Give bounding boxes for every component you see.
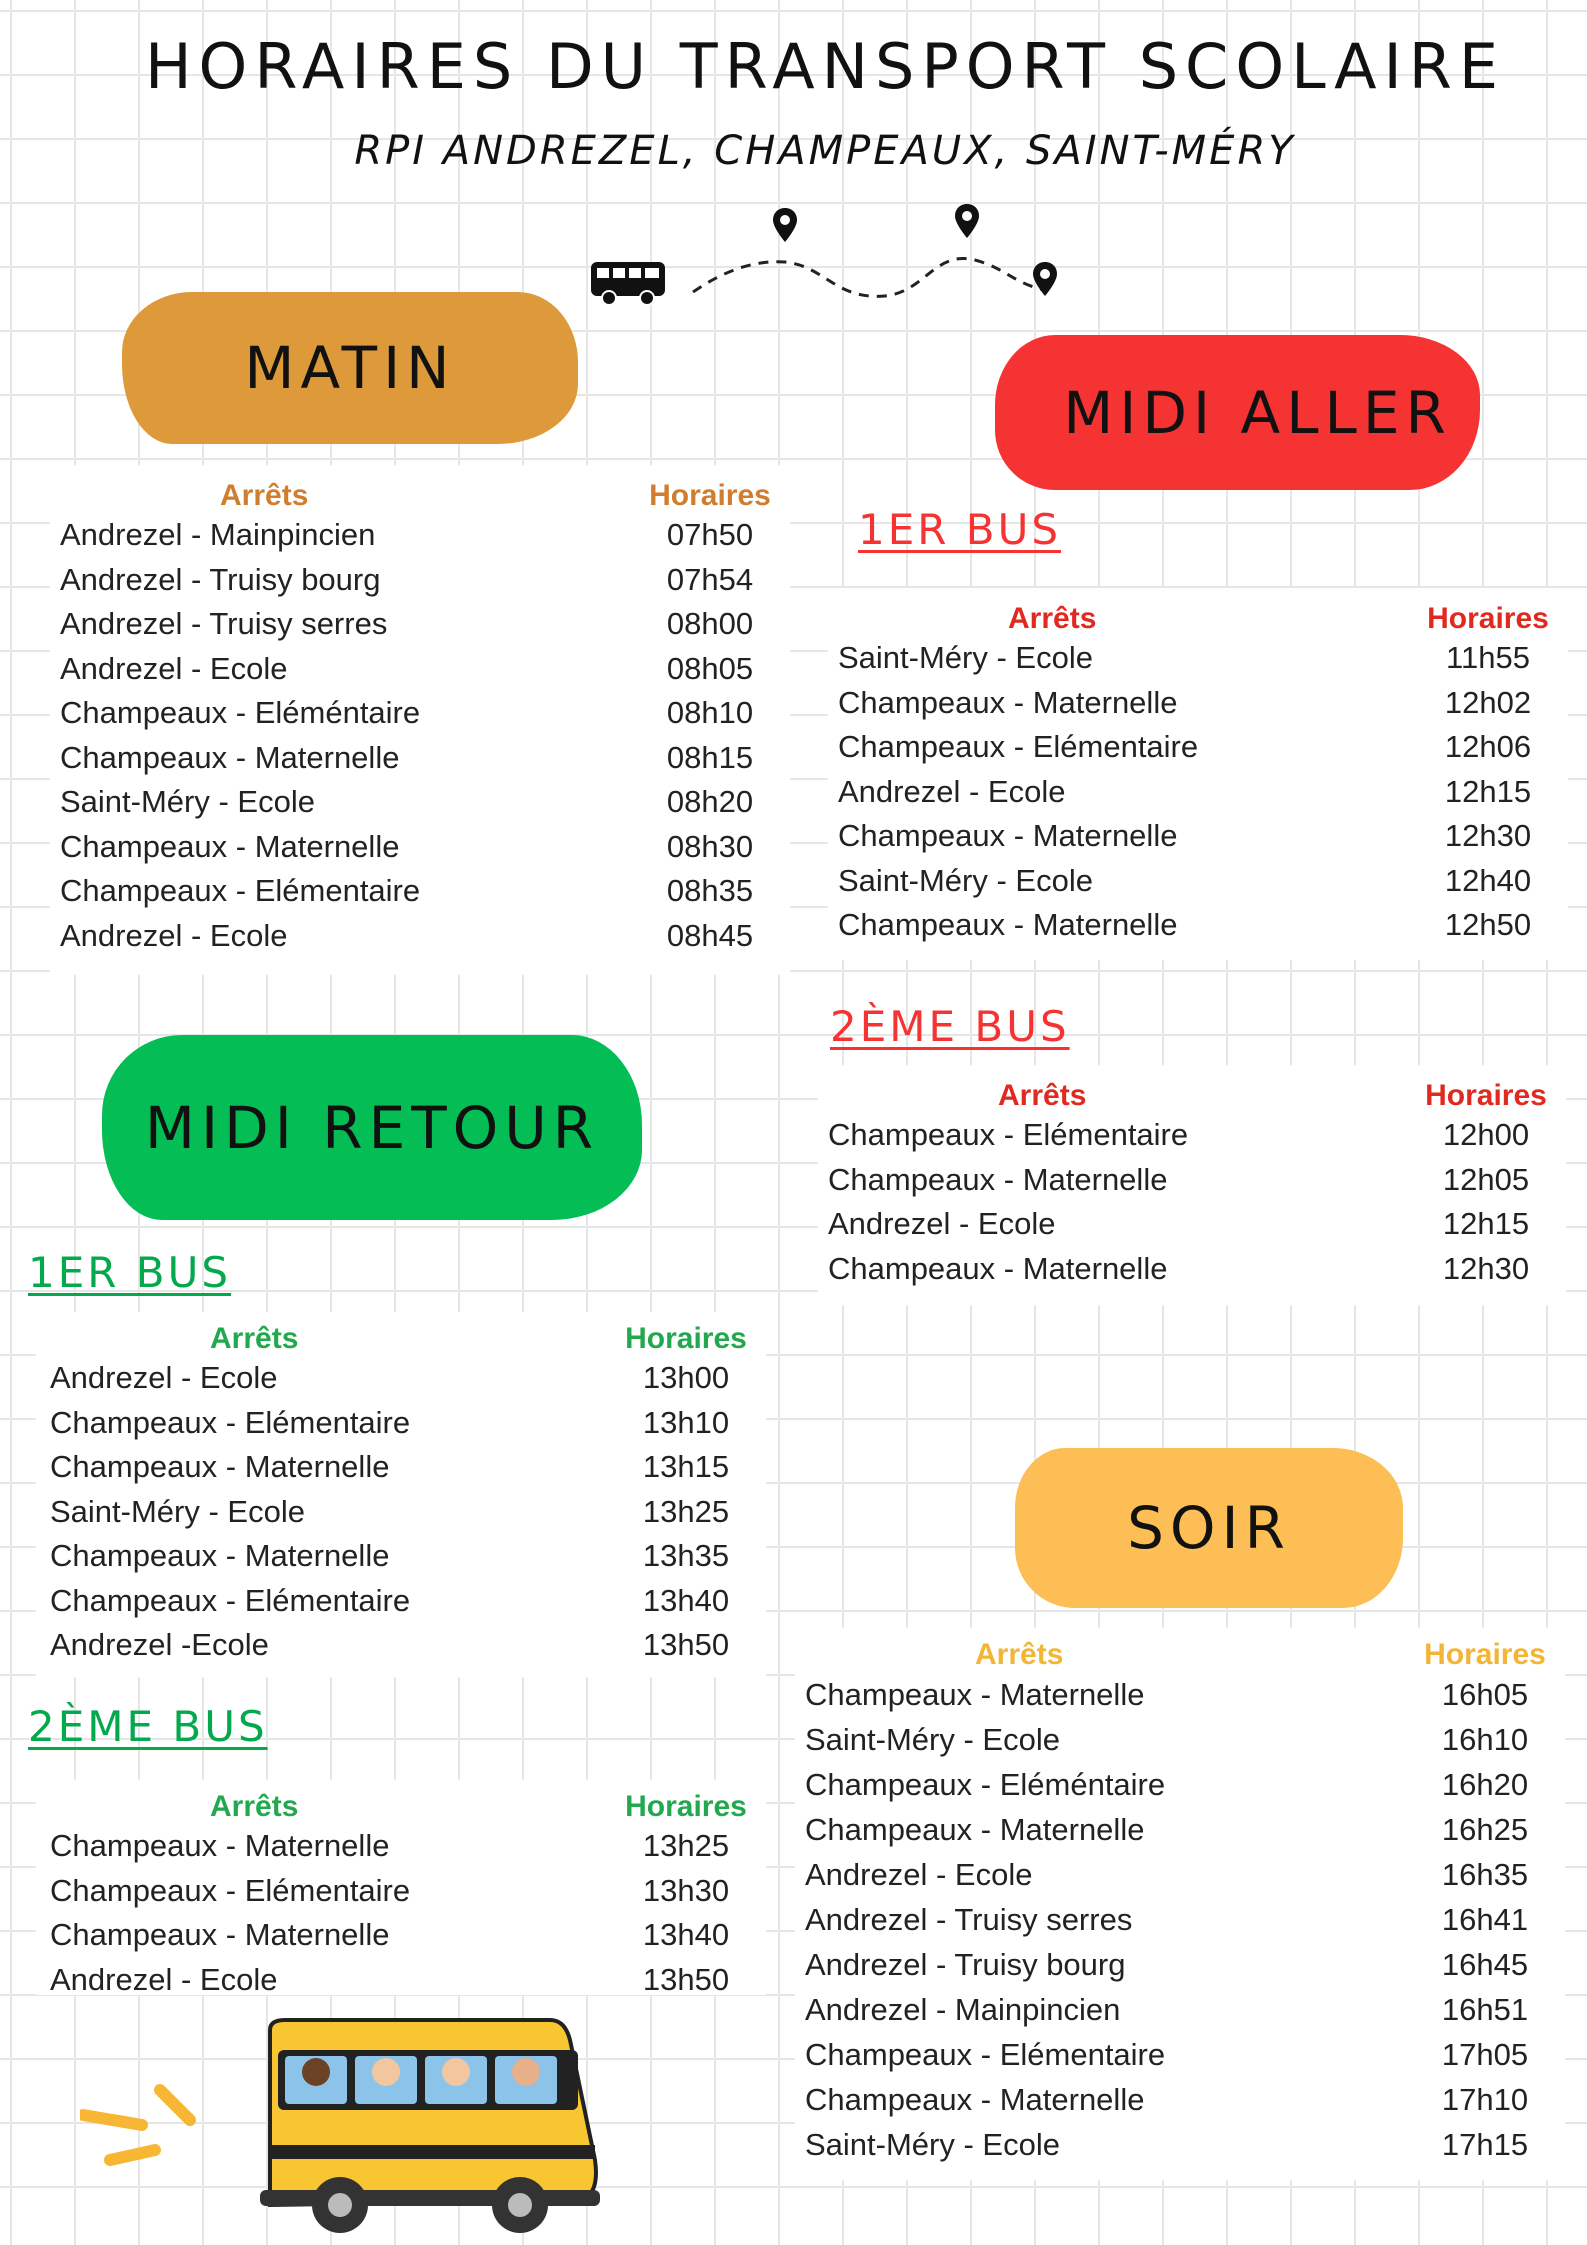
stop-time: 13h35: [642, 1538, 730, 1574]
table-row: [805, 1672, 1555, 1717]
midi-aller-bus2-label: 2ÈME BUS: [830, 1002, 1070, 1051]
stop-name: Andrezel - Ecole: [805, 1856, 1033, 1892]
stop-name: Champeaux - Elémentaire: [50, 1404, 411, 1440]
stop-time: 17h10: [1441, 2081, 1529, 2117]
column-header-stops: Arrêts: [1008, 602, 1097, 635]
stop-name: Andrezel - Ecole: [60, 650, 288, 686]
column-header-times: Horaires: [649, 479, 771, 512]
stop-name: Andrezel - Truisy bourg: [60, 561, 381, 597]
stop-name: Andrezel - Ecole: [50, 1360, 278, 1396]
page-subtitle: RPI ANDREZEL, CHAMPEAUX, SAINT-MÉRY: [354, 128, 1296, 174]
stop-name: Saint-Méry - Ecole: [838, 640, 1093, 676]
stop-time: 08h10: [666, 695, 754, 731]
soir-badge: [1015, 1448, 1403, 1608]
midi-retour-bus1-table: [36, 1312, 766, 1677]
table-row: [60, 914, 780, 959]
stop-name: Saint-Méry - Ecole: [50, 1493, 305, 1529]
table-row: [50, 1445, 756, 1490]
stop-name: Champeaux - Maternelle: [50, 1828, 390, 1864]
school-bus-illustration: [80, 2010, 640, 2240]
stop-time: 08h45: [666, 917, 754, 953]
stop-name: Andrezel - Ecole: [838, 773, 1066, 809]
stop-time: 12h02: [1444, 684, 1532, 720]
stop-time: 13h00: [642, 1360, 730, 1396]
stop-time: 16h20: [1441, 1766, 1529, 1802]
stop-time: 13h10: [642, 1404, 730, 1440]
midi-aller-label: MIDI ALLER: [1063, 378, 1452, 447]
stop-name: Champeaux - Maternelle: [60, 739, 400, 775]
table-row: [60, 513, 780, 558]
table-row: [60, 647, 780, 692]
stop-name: Andrezel - Truisy bourg: [805, 1946, 1126, 1982]
table-row: [838, 859, 1558, 904]
table-row: [828, 1202, 1556, 1247]
midi-retour-label: MIDI RETOUR: [144, 1093, 600, 1162]
stop-name: Champeaux - Elémentaire: [838, 729, 1199, 765]
soir-label: SOIR: [1127, 1494, 1291, 1562]
stop-time: 08h15: [666, 739, 754, 775]
column-header-stops: Arrêts: [220, 479, 309, 512]
table-row: [838, 636, 1558, 681]
stop-name: Champeaux - Maternelle: [805, 1676, 1145, 1712]
stop-name: Champeaux - Elémentaire: [805, 2036, 1166, 2072]
table-row: [828, 1158, 1556, 1203]
table-row: [50, 1623, 756, 1668]
column-header-stops: Arrêts: [210, 1322, 299, 1355]
table-row: [50, 1958, 756, 2003]
stop-time: 13h40: [642, 1917, 730, 1953]
stop-time: 08h00: [666, 606, 754, 642]
stop-name: Champeaux - Maternelle: [805, 1811, 1145, 1847]
table-row: [805, 1897, 1555, 1942]
stop-name: Champeaux - Maternelle: [838, 684, 1178, 720]
table-row: [805, 1942, 1555, 1987]
column-header-times: Horaires: [625, 1322, 747, 1355]
stop-time: 08h05: [666, 650, 754, 686]
column-header-times: Horaires: [1427, 602, 1549, 635]
stop-name: Andrezel - Truisy serres: [805, 1901, 1133, 1937]
map-pin-icon: [955, 204, 979, 238]
stop-name: Champeaux - Maternelle: [838, 907, 1178, 943]
stop-time: 12h30: [1444, 818, 1532, 854]
table-row: [50, 1869, 756, 1914]
table-row: [838, 681, 1558, 726]
bus-route-icon: [585, 200, 1075, 310]
table-row: [60, 736, 780, 781]
stop-name: Andrezel - Mainpincien: [805, 1991, 1121, 2027]
table-row: [50, 1356, 756, 1401]
map-pin-icon: [773, 208, 797, 242]
table-row: [50, 1824, 756, 1869]
stop-time: 12h40: [1444, 862, 1532, 898]
stop-name: Saint-Méry - Ecole: [805, 1721, 1060, 1757]
column-header-stops: Arrêts: [210, 1790, 299, 1823]
table-row: [838, 770, 1558, 815]
table-row: [60, 558, 780, 603]
stop-time: 16h35: [1441, 1856, 1529, 1892]
table-row: [50, 1534, 756, 1579]
midi-retour-badge: [102, 1035, 642, 1220]
table-row: [838, 725, 1558, 770]
table-row: [805, 1807, 1555, 1852]
table-row: [828, 1247, 1556, 1292]
stop-name: Champeaux - Elémentaire: [50, 1872, 411, 1908]
matin-table: [50, 465, 790, 975]
stop-name: Champeaux - Maternelle: [828, 1161, 1168, 1197]
stop-time: 12h15: [1444, 773, 1532, 809]
stop-name: Champeaux - Elémentaire: [828, 1117, 1189, 1153]
soir-table: [795, 1628, 1565, 2180]
small-bus-icon: [591, 262, 665, 305]
column-header-stops: Arrêts: [975, 1638, 1064, 1671]
stop-name: Champeaux - Maternelle: [805, 2081, 1145, 2117]
stop-name: Andrezel - Mainpincien: [60, 517, 376, 553]
table-row: [805, 2077, 1555, 2122]
table-row: [805, 1717, 1555, 1762]
stop-time: 08h35: [666, 873, 754, 909]
stop-name: Champeaux - Maternelle: [828, 1250, 1168, 1286]
midi-aller-bus1-label: 1ER BUS: [858, 505, 1062, 554]
stop-name: Champeaux - Maternelle: [50, 1538, 390, 1574]
stop-name: Champeaux - Maternelle: [838, 818, 1178, 854]
stop-time: 08h20: [666, 784, 754, 820]
table-row: [50, 1490, 756, 1535]
table-row: [60, 602, 780, 647]
stop-name: Andrezel - Ecole: [828, 1206, 1056, 1242]
stop-time: 16h51: [1441, 1991, 1529, 2027]
stop-name: Champeaux - Eléméntaire: [805, 1766, 1166, 1802]
stop-time: 16h05: [1441, 1676, 1529, 1712]
midi-aller-badge: [995, 335, 1480, 490]
stop-time: 07h50: [666, 517, 754, 553]
stop-time: 11h55: [1446, 640, 1530, 676]
stop-time: 13h15: [642, 1449, 730, 1485]
stop-name: Champeaux - Maternelle: [60, 828, 400, 864]
stop-time: 12h50: [1444, 907, 1532, 943]
stop-time: 13h40: [642, 1582, 730, 1618]
stop-name: Andrezel -Ecole: [50, 1627, 269, 1663]
stop-name: Andrezel - Ecole: [50, 1961, 278, 1997]
column-header-times: Horaires: [1424, 1638, 1546, 1671]
stop-time: 13h50: [642, 1961, 730, 1997]
stop-time: 16h25: [1441, 1811, 1529, 1847]
stop-time: 12h15: [1442, 1206, 1530, 1242]
table-row: [60, 780, 780, 825]
table-row: [60, 691, 780, 736]
table-row: [60, 869, 780, 914]
column-header-stops: Arrêts: [998, 1079, 1087, 1112]
page-title: HORAIRES DU TRANSPORT SCOLAIRE: [144, 30, 1506, 103]
stop-time: 17h15: [1441, 2126, 1529, 2162]
stop-name: Champeaux - Maternelle: [50, 1917, 390, 1953]
table-row: [805, 2032, 1555, 2077]
stop-time: 13h50: [642, 1627, 730, 1663]
table-row: [838, 903, 1558, 948]
table-row: [60, 825, 780, 870]
stop-name: Saint-Méry - Ecole: [60, 784, 315, 820]
table-row: [838, 814, 1558, 859]
midi-aller-bus2-table: [818, 1065, 1566, 1305]
stop-time: 16h10: [1441, 1721, 1529, 1757]
table-row: [50, 1579, 756, 1624]
stop-time: 12h05: [1442, 1161, 1530, 1197]
table-row: [828, 1113, 1556, 1158]
stop-time: 13h30: [642, 1872, 730, 1908]
midi-retour-bus1-label: 1ER BUS: [28, 1248, 232, 1297]
stop-name: Champeaux - Maternelle: [50, 1449, 390, 1485]
stop-time: 12h00: [1442, 1117, 1530, 1153]
table-row: [50, 1401, 756, 1446]
table-row: [805, 2122, 1555, 2167]
table-row: [50, 1913, 756, 1958]
stop-time: 16h45: [1441, 1946, 1529, 1982]
stop-name: Champeaux - Eléméntaire: [60, 695, 421, 731]
stop-time: 17h05: [1441, 2036, 1529, 2072]
stop-time: 12h30: [1442, 1250, 1530, 1286]
stop-name: Champeaux - Elémentaire: [50, 1582, 411, 1618]
map-pin-icon: [1033, 262, 1057, 296]
table-row: [805, 1987, 1555, 2032]
column-header-times: Horaires: [625, 1790, 747, 1823]
stop-name: Saint-Méry - Ecole: [805, 2126, 1060, 2162]
stop-time: 08h30: [666, 828, 754, 864]
column-header-times: Horaires: [1425, 1079, 1547, 1112]
midi-aller-bus1-table: [828, 588, 1568, 960]
stop-name: Champeaux - Elémentaire: [60, 873, 421, 909]
sparkle-lines-icon: [83, 2090, 190, 2160]
stop-time: 13h25: [642, 1493, 730, 1529]
stop-name: Saint-Méry - Ecole: [838, 862, 1093, 898]
table-row: [805, 1852, 1555, 1897]
stop-time: 16h41: [1441, 1901, 1529, 1937]
stop-time: 13h25: [642, 1828, 730, 1864]
stop-name: Andrezel - Truisy serres: [60, 606, 388, 642]
table-row: [805, 1762, 1555, 1807]
midi-retour-bus2-label: 2ÈME BUS: [28, 1702, 268, 1751]
stop-time: 07h54: [666, 561, 754, 597]
stop-name: Andrezel - Ecole: [60, 917, 288, 953]
midi-retour-bus2-table: [36, 1780, 766, 1995]
stop-time: 12h06: [1444, 729, 1532, 765]
matin-badge: [122, 292, 578, 444]
matin-label: MATIN: [244, 334, 456, 402]
